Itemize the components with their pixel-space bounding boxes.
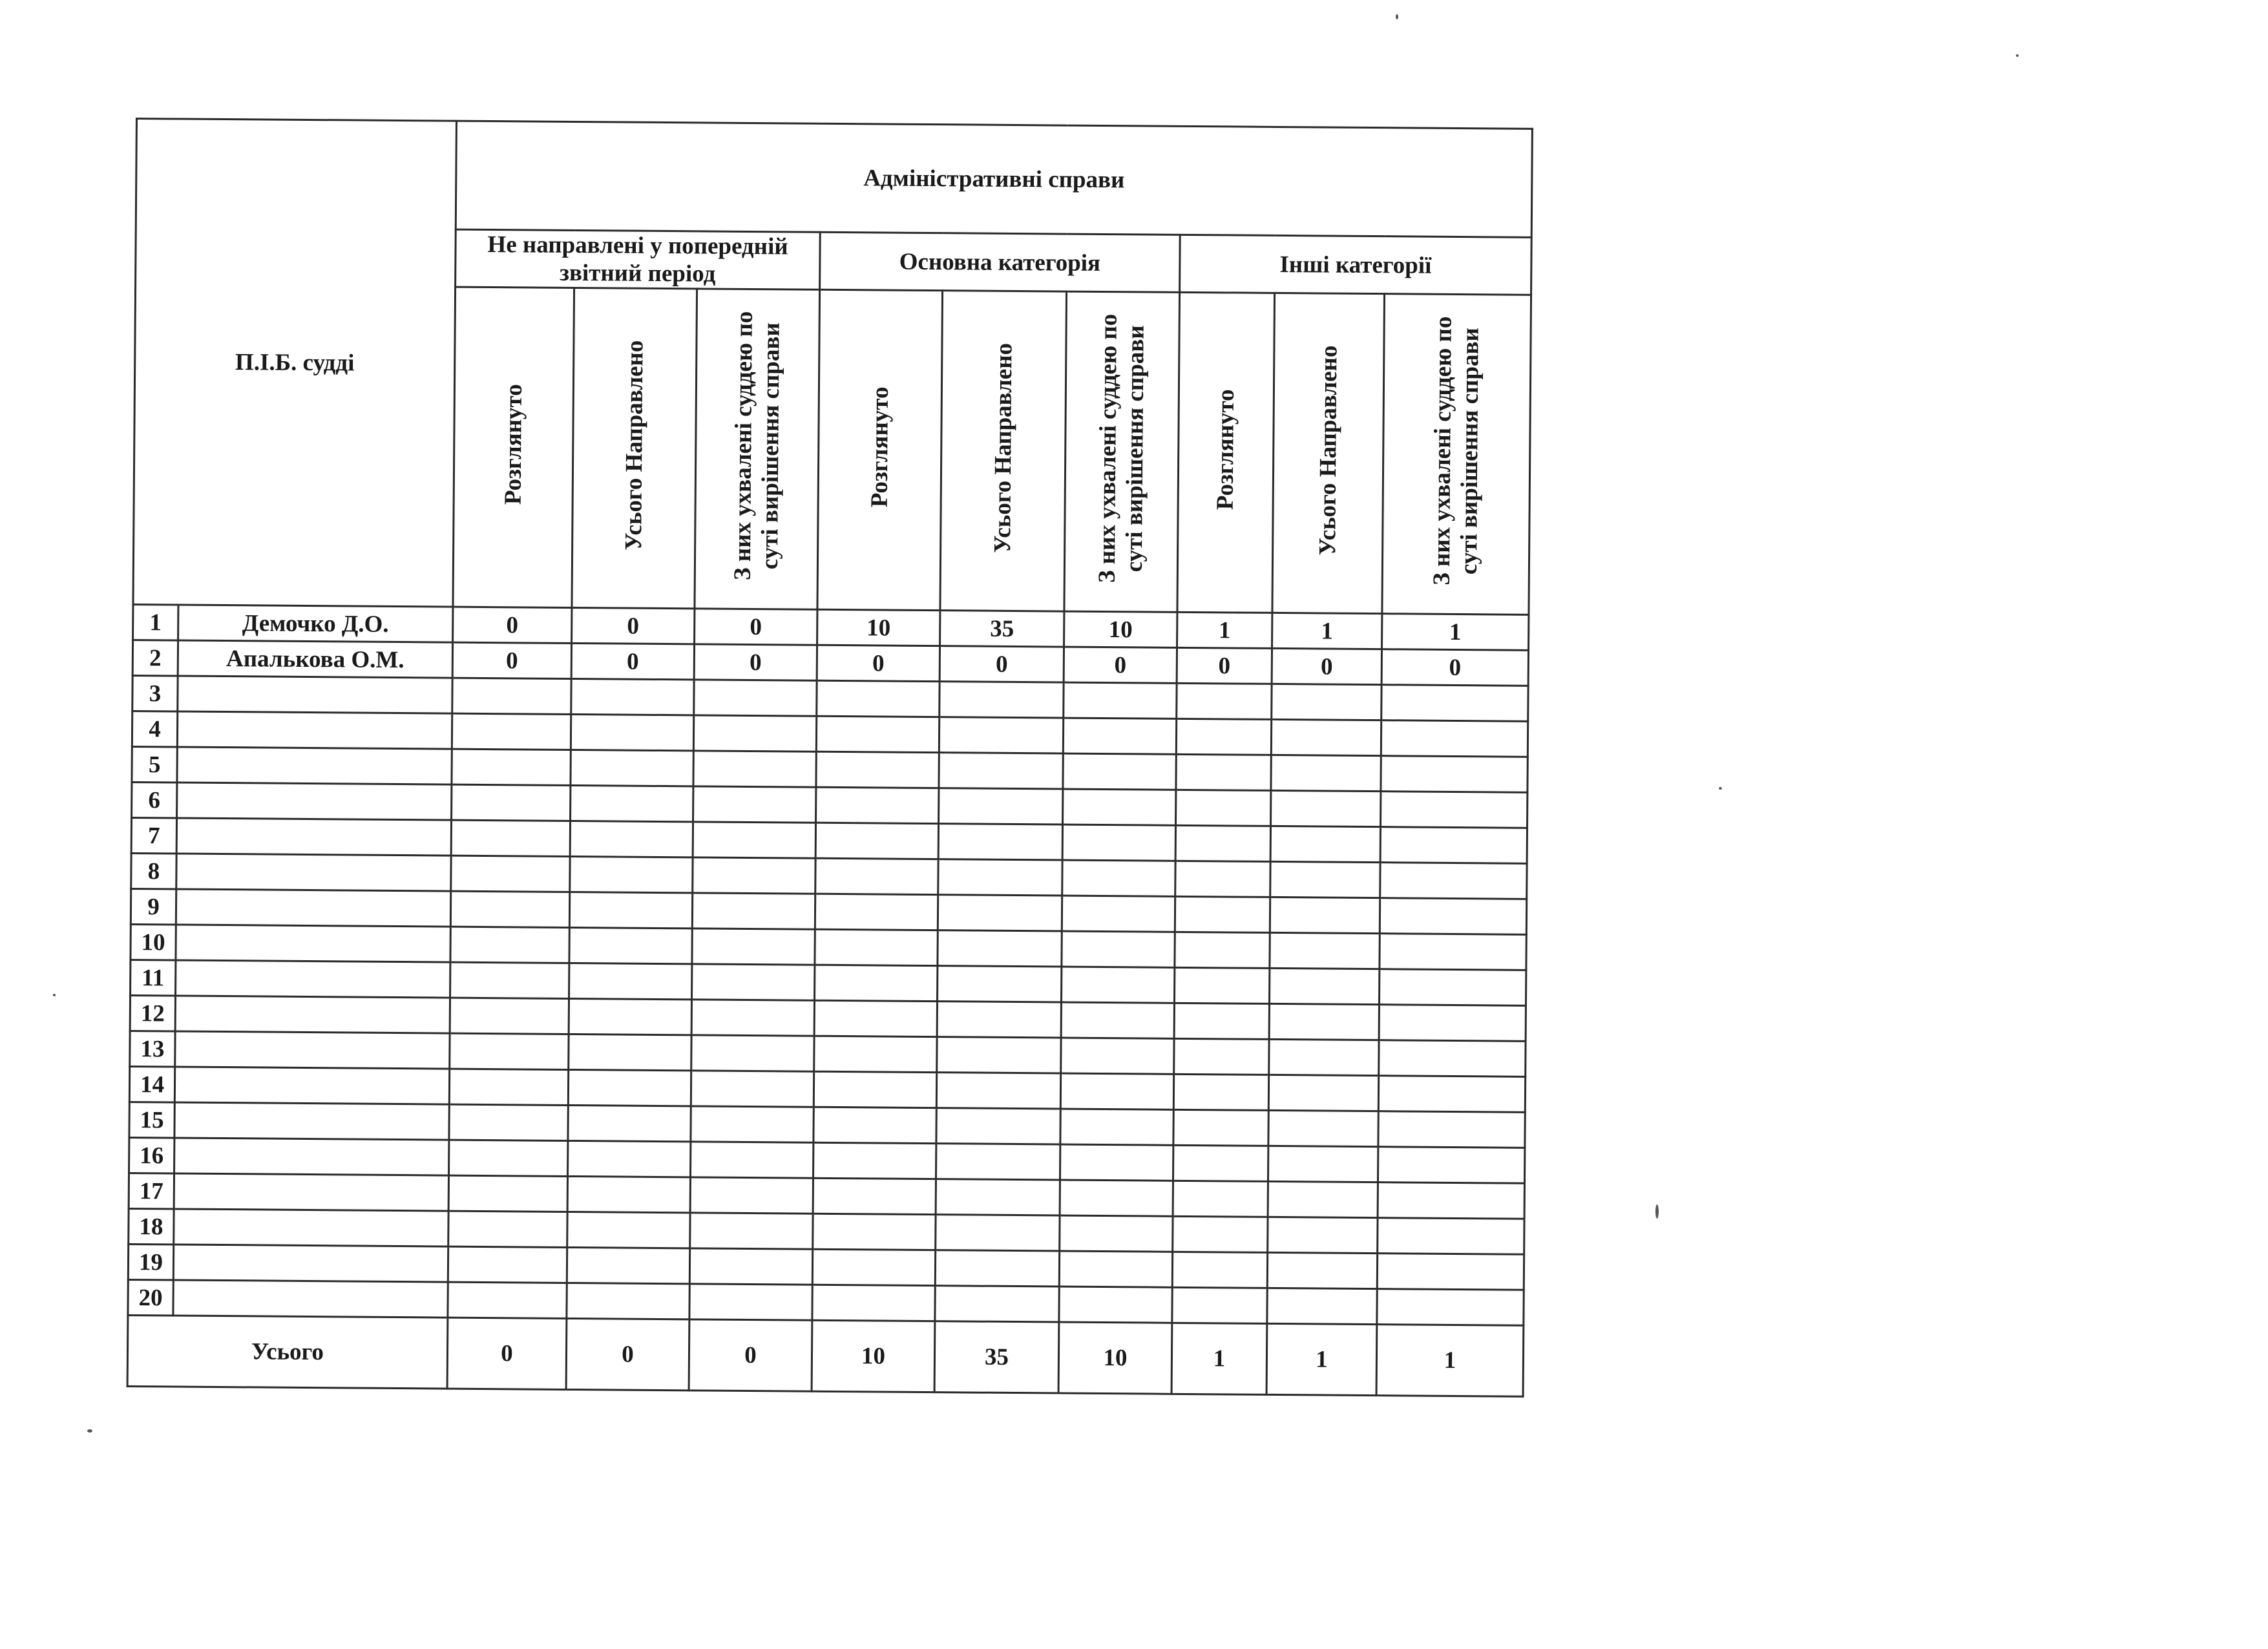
value-cell [450,927,569,963]
value-cell [571,750,693,786]
row-number: 9 [131,888,176,925]
row-number: 8 [131,853,176,889]
value-cell [1059,1251,1172,1287]
value-cell: 0 [817,645,940,681]
judge-name: Демочко Д.О. [178,605,453,642]
value-cell: 1 [1272,613,1382,649]
value-cell [1174,1003,1269,1039]
subheader-cell [695,289,820,609]
value-cell [692,893,815,929]
value-cell [448,1282,567,1318]
scan-speck [1719,787,1722,790]
value-cell [689,1284,812,1320]
total-value: 0 [689,1319,812,1391]
value-cell [1060,1215,1173,1252]
judge-rows [128,604,1529,1325]
value-cell [1270,826,1380,862]
scan-speck [1396,14,1398,19]
value-cell [568,1105,691,1141]
value-cell [815,894,938,930]
value-cell [1059,1287,1172,1323]
value-cell [815,929,938,965]
value-cell [939,753,1063,789]
total-value: 10 [1058,1322,1172,1394]
subheader-label: Усього Направлено [620,340,648,551]
value-cell [692,929,815,965]
value-cell: 0 [571,643,694,679]
value-cell [1271,719,1381,755]
value-cell [1174,967,1269,1003]
value-cell [935,1250,1059,1287]
judge-name [176,818,451,856]
value-cell [1269,968,1379,1004]
subheader-cell [1272,293,1385,613]
scan-speck [1655,1204,1659,1219]
subheader-label: Розглянуто [1212,388,1239,510]
value-cell [691,1106,814,1142]
value-cell [814,1107,936,1143]
value-cell [691,1000,814,1036]
value-cell [693,715,816,751]
value-cell [693,751,816,787]
subheader-cell [572,288,697,608]
value-cell [1176,754,1271,790]
judge-name [178,676,452,713]
value-cell [815,965,938,1001]
value-cell [450,998,569,1034]
value-cell [693,857,815,894]
value-cell [1379,1040,1526,1077]
value-cell [936,1179,1060,1215]
value-cell: 0 [695,609,817,645]
value-cell [1061,1038,1174,1074]
total-value: 10 [812,1320,935,1392]
judge-name [174,1102,449,1140]
judge-name [173,1245,448,1282]
value-cell: 0 [1064,647,1177,683]
value-cell [816,787,939,823]
row-number: 20 [128,1279,173,1316]
value-cell [1060,1180,1173,1216]
value-cell [693,822,815,858]
value-cell [937,1002,1061,1038]
total-value: 0 [566,1318,689,1390]
judge-name: Апалькова О.М. [178,640,452,678]
value-cell [1268,1146,1378,1182]
total-label: Усього [127,1315,448,1389]
judge-name [174,1067,449,1104]
value-cell: 0 [940,646,1064,682]
value-cell [813,1178,936,1214]
value-cell [936,1108,1060,1144]
total-value: 0 [447,1318,567,1389]
judge-name [177,782,452,820]
value-cell [1268,1181,1378,1217]
judge-name [173,1280,448,1318]
row-number: 12 [130,995,175,1031]
value-cell [570,856,693,892]
subheader-cell [817,289,943,610]
subheader-label: Розглянуто [866,386,894,507]
value-cell [1271,755,1381,791]
value-cell: 0 [1272,648,1381,684]
value-cell [448,1246,567,1283]
value-cell [1270,861,1380,898]
value-cell [570,821,693,857]
judge-name [176,960,450,998]
total-value: 1 [1376,1325,1524,1397]
value-cell [1267,1252,1377,1288]
value-cell [569,963,692,999]
row-number: 16 [129,1137,174,1173]
value-cell [1062,860,1175,896]
value-cell [448,1175,567,1212]
value-cell [571,785,693,821]
value-cell: 35 [940,611,1064,647]
value-cell [1378,1147,1524,1184]
value-cell [1062,824,1175,861]
value-cell [1379,969,1526,1006]
value-cell [813,1213,936,1250]
value-cell [1268,1217,1378,1253]
row-number: 2 [132,640,178,676]
value-cell: 0 [453,607,572,643]
row-number: 1 [133,604,178,640]
value-cell [692,964,815,1000]
value-cell [1267,1288,1377,1324]
value-cell [938,966,1062,1002]
judge-name [174,1138,449,1175]
value-cell [815,823,938,859]
value-cell [1175,861,1270,897]
value-cell [1270,932,1380,969]
value-cell [569,998,691,1035]
value-cell [1377,1289,1524,1326]
judge-name [175,1031,450,1069]
value-cell [936,1073,1060,1109]
group-header-main-category: Основна категорія [820,232,1181,292]
value-cell [938,859,1062,896]
value-cell [1172,1252,1267,1288]
subheader-label: З них ухвалені суддею по суті вирішення справи [1428,316,1484,586]
value-cell [1062,967,1175,1003]
value-cell [1063,718,1176,754]
value-cell [1062,931,1175,967]
value-cell [567,1247,689,1283]
value-cell [1270,897,1380,933]
value-cell: 0 [694,644,817,680]
section-title: Адміністративні справи [456,121,1532,237]
value-cell [1381,792,1528,828]
subheader-label: З них ухвалені суддею по суті вирішення справи [729,311,785,581]
value-cell [1380,898,1526,935]
value-cell [1173,1181,1268,1217]
value-cell [569,927,692,963]
value-cell [690,1177,813,1213]
subheader-cell [1382,294,1531,615]
value-cell [938,824,1062,860]
value-cell [450,1033,569,1069]
value-cell [1176,790,1271,826]
value-cell [938,895,1062,931]
value-cell [567,1283,689,1319]
value-cell [1173,1216,1268,1252]
subheader-cell [940,291,1067,611]
judge-name-header: П.І.Б. судді [133,119,456,607]
value-cell [1061,1002,1174,1038]
value-cell [1379,1005,1526,1042]
value-cell [1269,1003,1379,1040]
judge-name [174,1173,448,1211]
value-cell [1063,789,1176,825]
subheader-label: Усього Направлено [1314,344,1342,556]
value-cell [1060,1109,1173,1145]
value-cell [1177,683,1272,719]
group-header-other-categories: Інші категорії [1180,235,1532,295]
value-cell [1063,753,1176,790]
value-cell [1381,685,1528,722]
row-number: 11 [131,960,176,996]
value-cell: 0 [1381,649,1528,686]
value-cell [938,930,1062,967]
row-number: 18 [129,1208,174,1245]
value-cell [1174,1038,1269,1075]
group-header-not-sent: Не направлені у попередній звітний період [456,229,821,289]
judge-name [176,889,450,927]
value-cell [1268,1110,1378,1146]
row-number: 17 [129,1173,174,1209]
value-cell [449,1104,568,1140]
row-number: 14 [129,1066,174,1102]
total-row [127,1315,1524,1396]
value-cell [452,678,571,714]
scan-speck [87,1429,92,1433]
value-cell [812,1285,935,1321]
subheader-cell [453,287,574,607]
value-cell [569,892,692,928]
value-cell: 1 [1382,614,1529,651]
value-cell [449,1069,568,1105]
value-cell [1176,719,1271,755]
value-cell [1271,790,1381,826]
value-cell: 0 [572,607,695,644]
report-sheet [126,118,1531,1453]
value-cell [571,714,693,750]
scan-speck [53,994,56,996]
value-cell [452,713,571,750]
value-cell [1378,1218,1524,1255]
value-cell [814,1000,937,1036]
value-cell [689,1248,812,1285]
value-cell [1268,1075,1378,1111]
row-number: 13 [130,1031,175,1067]
value-cell [1060,1144,1173,1181]
row-number: 7 [131,817,176,854]
value-cell [691,1071,814,1107]
value-cell: 0 [1177,647,1272,684]
value-cell [567,1176,690,1212]
row-number: 19 [128,1244,173,1280]
value-cell [815,858,938,894]
value-cell [936,1144,1060,1180]
judge-name [177,711,452,749]
value-cell [452,749,571,785]
value-cell [449,1140,568,1176]
value-cell [450,962,569,998]
judge-name [176,854,451,891]
value-cell [1269,1039,1379,1075]
total-value: 1 [1266,1323,1377,1395]
value-cell [568,1069,691,1106]
value-cell [817,680,940,717]
value-cell [1062,896,1175,932]
total-value: 1 [1171,1323,1267,1394]
value-cell [690,1213,813,1249]
value-cell [450,891,569,927]
value-cell [1060,1073,1173,1109]
value-cell [1173,1145,1268,1181]
judge-name [174,1209,448,1246]
value-cell [940,682,1064,718]
judge-name [176,925,450,962]
value-cell [1378,1111,1525,1148]
value-cell [1381,720,1528,757]
value-cell [1175,825,1270,861]
subheader-cell [1064,291,1180,612]
value-cell [1172,1287,1267,1323]
row-number: 4 [132,711,177,747]
value-cell [1377,1254,1524,1290]
row-number: 10 [131,924,176,960]
value-cell [1378,1076,1525,1113]
value-cell [1380,827,1527,864]
value-cell: 1 [1177,612,1272,648]
value-cell [1173,1074,1268,1110]
value-cell [568,1140,691,1177]
value-cell [937,1037,1061,1073]
row-number: 15 [129,1102,174,1138]
value-cell [567,1212,690,1248]
value-cell [694,680,817,716]
value-cell [814,1071,936,1108]
value-cell [1173,1109,1268,1146]
value-cell [939,788,1063,824]
value-cell [814,1036,937,1072]
value-cell: 10 [817,609,940,646]
value-cell [1378,1182,1524,1219]
judge-name [177,747,452,784]
value-cell [1380,934,1526,971]
row-number: 3 [132,675,178,711]
value-cell [1380,863,1527,899]
value-cell [1175,932,1270,968]
value-cell [813,1142,936,1179]
value-cell: 0 [452,642,571,678]
value-cell [452,784,571,821]
value-cell [1272,684,1381,720]
subheader-cell [1177,292,1275,613]
value-cell [816,716,939,752]
value-cell [448,1211,567,1247]
value-cell [691,1142,814,1178]
row-number: 5 [132,746,177,782]
subheader-label: Розглянуто [499,383,527,505]
value-cell [812,1249,935,1285]
value-cell [939,717,1063,753]
value-cell [1175,896,1270,932]
value-cell [451,856,570,892]
value-cell [571,678,694,715]
scan-speck [2016,54,2019,57]
value-cell [935,1286,1059,1322]
value-cell [693,786,816,823]
subheader-label: Усього Направлено [989,342,1017,553]
judge-name [175,996,450,1033]
subheader-label: З них ухвалені суддею по суті вирішення справи [1093,313,1150,583]
value-cell [569,1034,691,1070]
value-cell [936,1215,1060,1251]
value-cell [451,820,570,856]
value-cell [1381,756,1528,793]
total-value: 35 [934,1321,1059,1393]
value-cell: 10 [1064,611,1177,647]
row-number: 6 [132,782,177,818]
value-cell [816,751,939,788]
value-cell [1064,682,1177,719]
administrative-cases-table [127,118,1533,1398]
value-cell [691,1035,814,1071]
